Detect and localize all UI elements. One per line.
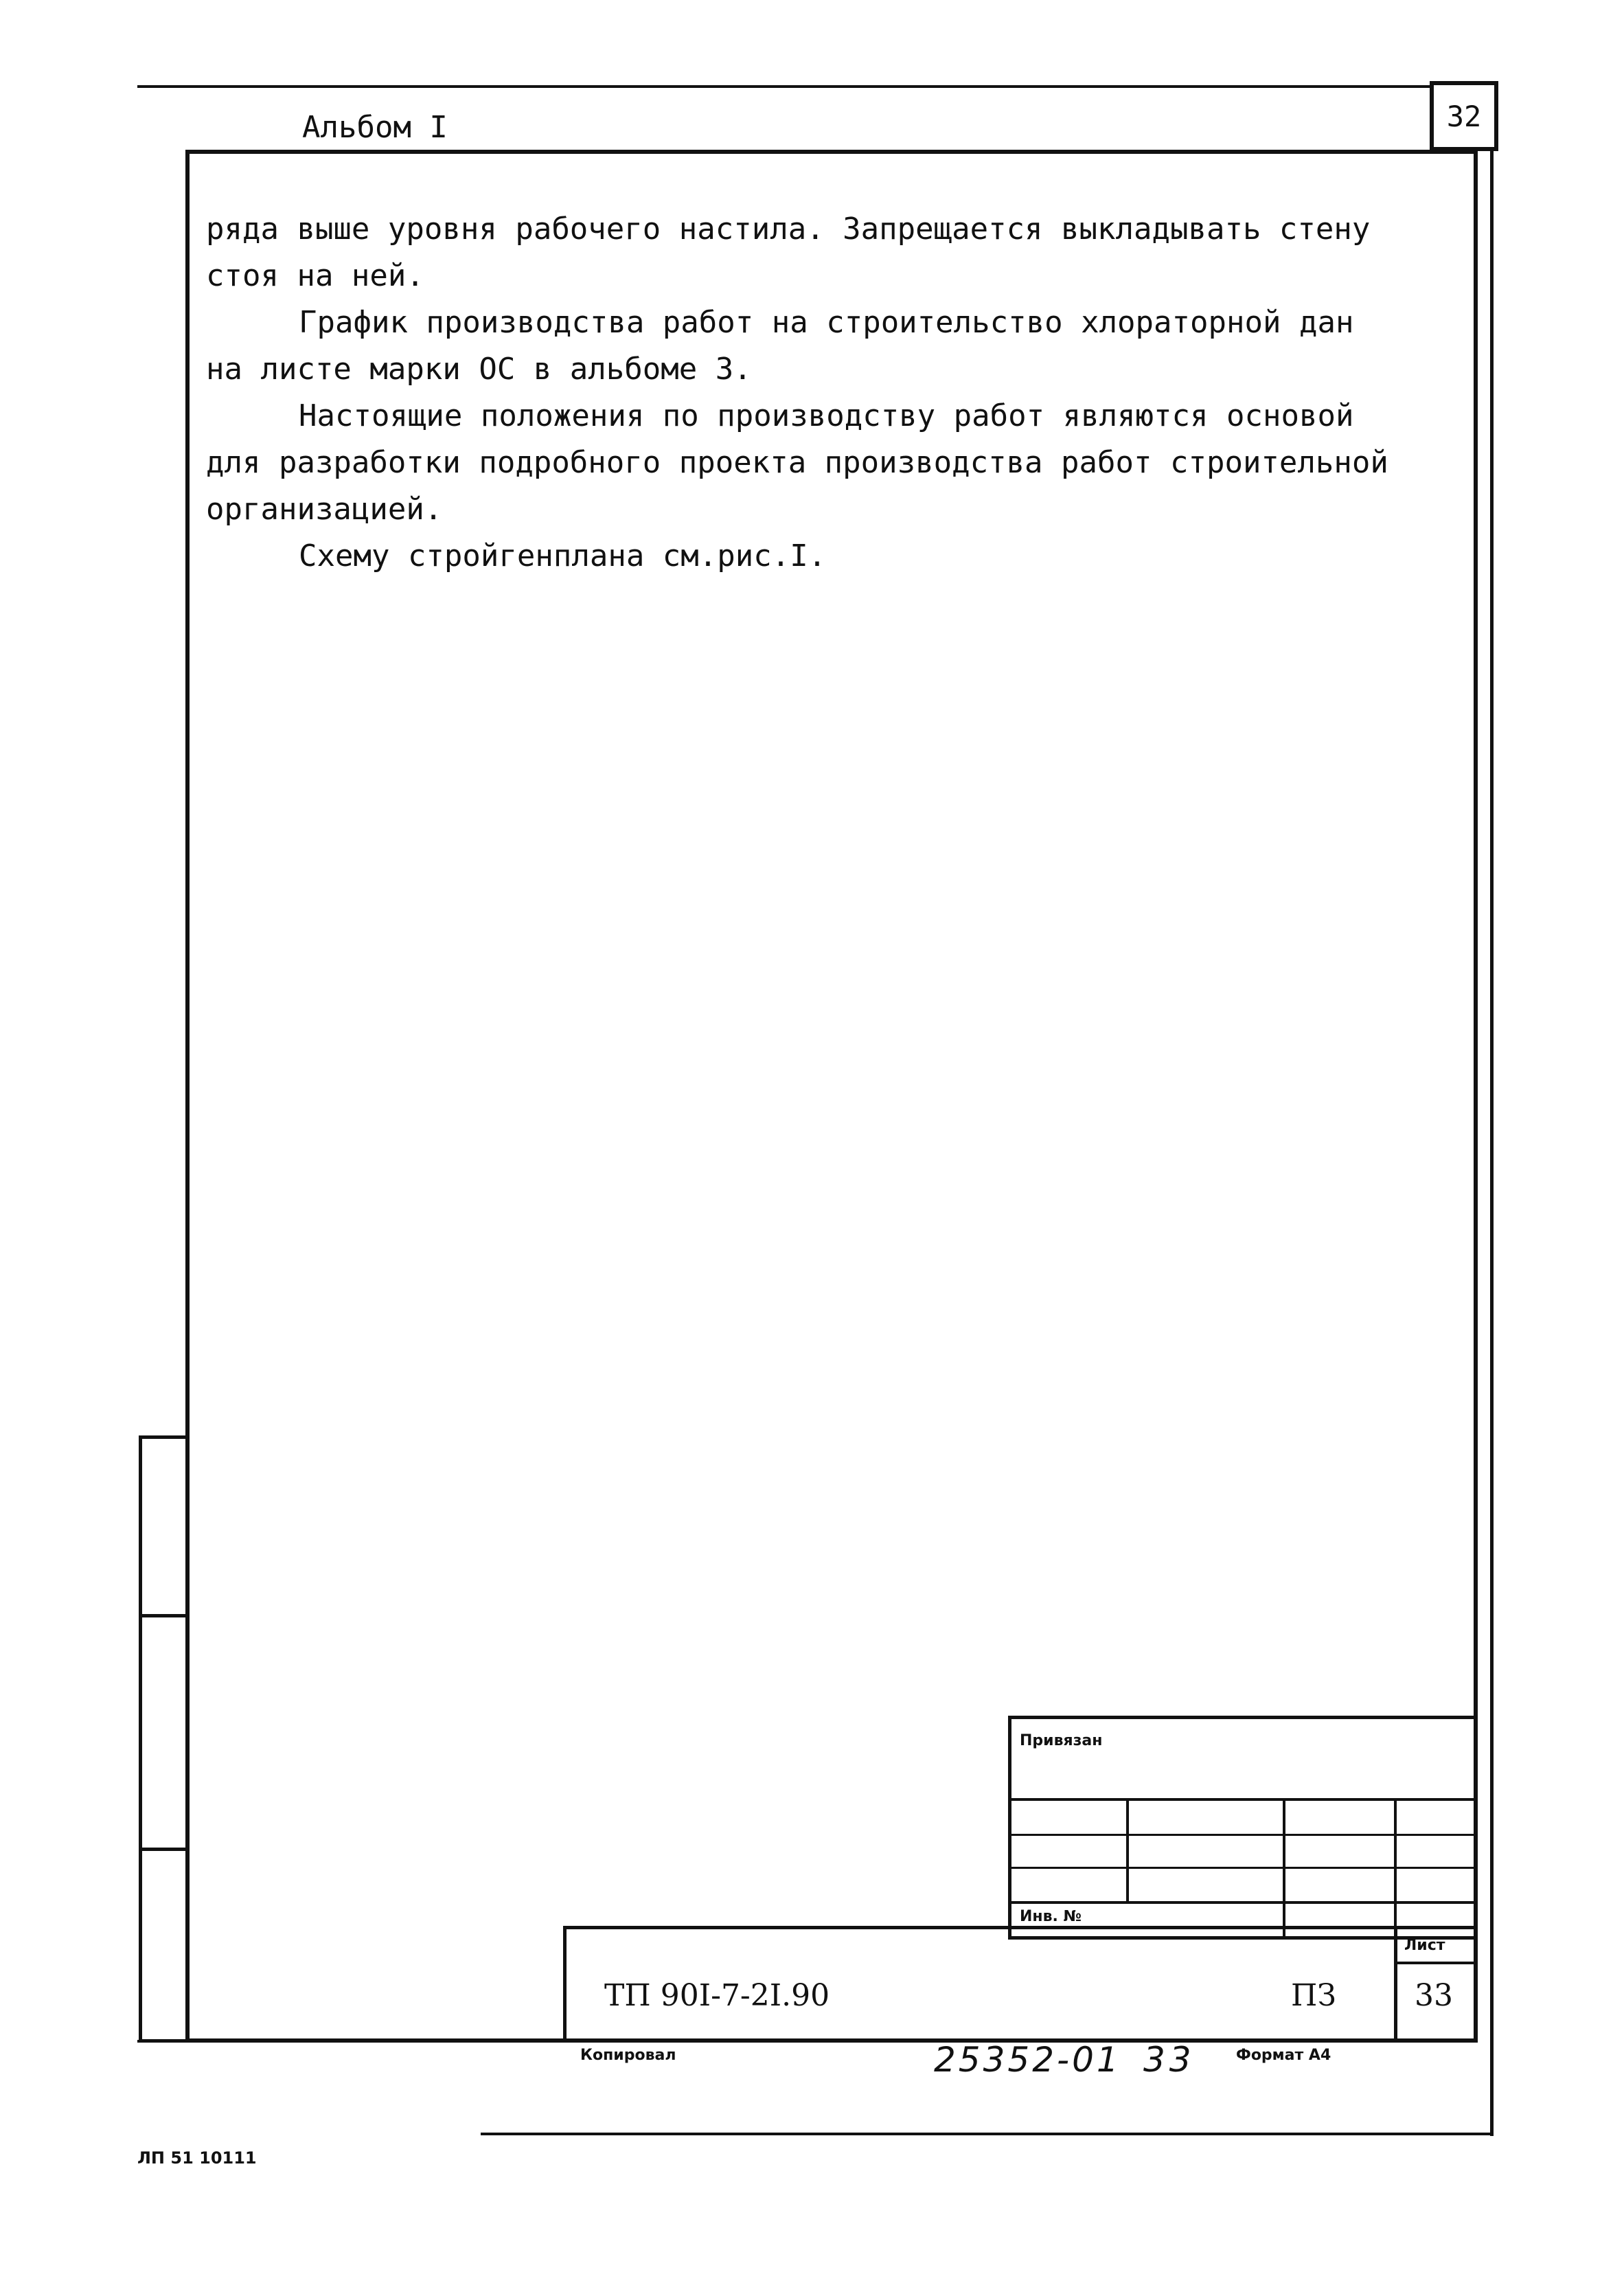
sheet-number: 33	[1415, 1978, 1453, 2013]
text-line: для разработки подробного проекта производства работ строительной	[206, 445, 1388, 480]
text-line: стоя на ней.	[206, 258, 424, 293]
stamp-grid-v1	[1126, 1798, 1129, 1902]
body-text	[206, 206, 1456, 580]
left-strip-divider-2	[139, 1848, 187, 1851]
designation: ТП 90I-7-2I.90	[604, 1978, 830, 2013]
bottom-left-rule	[137, 2040, 192, 2043]
text-line: Настоящие положения по производству работ являются основой	[299, 398, 1354, 433]
text-line: ряда выше уровня рабочего настила. Запрещается выкладывать стену	[206, 212, 1371, 247]
outer-bottom-border	[481, 2133, 1494, 2135]
text-line: Схему стройгенплана см.рис.I.	[299, 538, 827, 573]
left-strip-divider-1	[139, 1614, 187, 1617]
stamp-grid-v2	[1283, 1798, 1285, 1940]
text-line: График производства работ на строительство хлораторной дан	[299, 305, 1354, 340]
left-margin-strip	[139, 1435, 190, 2043]
copied-label: Копировал	[580, 2047, 676, 2064]
stamp-grid-v3	[1394, 1798, 1397, 1940]
inv-no-label: Инв. №	[1020, 1908, 1082, 1925]
sheet-label: Лист	[1404, 1937, 1445, 1954]
page-number: 32	[1430, 81, 1498, 151]
sheet-cell-divider-v	[1394, 1926, 1397, 2043]
stamp-grid-h3	[1008, 1867, 1478, 1869]
top-rule	[137, 85, 1435, 88]
doc-code: ПЗ	[1291, 1978, 1336, 2013]
corner-code: ЛП 51 10111	[137, 2148, 257, 2168]
handwritten-page: 33	[1143, 2040, 1196, 2080]
sheet-cell-divider-h	[1394, 1962, 1478, 1964]
outer-right-border	[1490, 151, 1494, 2136]
album-title: Альбом I	[302, 110, 448, 145]
stamp-grid-h2	[1008, 1834, 1478, 1836]
stamp-grid-h4	[1008, 1901, 1478, 1904]
handwritten-number: 25352-01	[934, 2040, 1121, 2080]
text-line: организацией.	[206, 492, 443, 527]
stamp-grid-h1	[1008, 1798, 1478, 1801]
format-label: Формат А4	[1236, 2047, 1331, 2064]
privyazan-label: Привязан	[1020, 1732, 1103, 1749]
text-line: на листе марки ОС в альбоме 3.	[206, 352, 752, 387]
